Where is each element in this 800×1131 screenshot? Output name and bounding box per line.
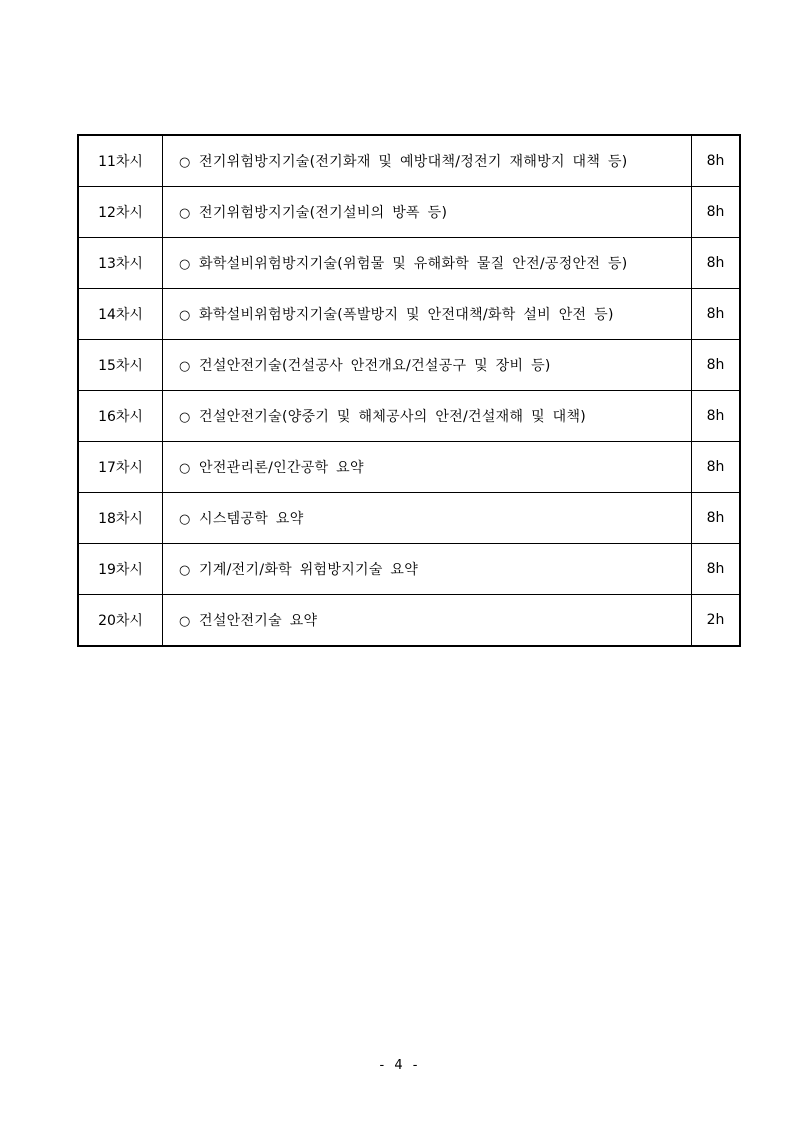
circle-bullet-icon: ○: [179, 461, 191, 476]
hours-cell: 8h: [692, 340, 741, 391]
session-cell: 19차시: [78, 544, 163, 595]
hours-cell: 8h: [692, 135, 741, 187]
table-row: [78, 442, 740, 493]
table-row: [78, 595, 740, 647]
hours-cell: 2h: [692, 595, 741, 647]
table-row: [78, 391, 740, 442]
table-row: [78, 493, 740, 544]
session-cell: 20차시: [78, 595, 163, 647]
topic-text: 전기위험방지기술(전기화재 및 예방대책/정전기 재해방지 대책 등): [199, 154, 628, 170]
session-cell: 15차시: [78, 340, 163, 391]
topic-text: 기계/전기/화학 위험방지기술 요약: [199, 562, 419, 578]
table-row: [78, 289, 740, 340]
hours-cell: 8h: [692, 391, 741, 442]
topic-text: 건설안전기술(건설공사 안전개요/건설공구 및 장비 등): [199, 358, 551, 374]
page-number: - 4 -: [379, 1058, 421, 1073]
table-row: [78, 544, 740, 595]
hours-cell: 8h: [692, 544, 741, 595]
circle-bullet-icon: ○: [179, 512, 191, 527]
hours-cell: 8h: [692, 238, 741, 289]
session-cell: 17차시: [78, 442, 163, 493]
table-row: [78, 340, 740, 391]
circle-bullet-icon: ○: [179, 206, 191, 221]
topic-cell: [163, 340, 692, 391]
topic-text: 전기위험방지기술(전기설비의 방폭 등): [199, 205, 448, 221]
topic-cell: [163, 135, 692, 187]
topic-cell: [163, 544, 692, 595]
session-cell: 18차시: [78, 493, 163, 544]
topic-text: 안전관리론/인간공학 요약: [199, 460, 364, 476]
session-cell: 13차시: [78, 238, 163, 289]
table-row: [78, 187, 740, 238]
topic-cell: [163, 493, 692, 544]
table-row: [78, 238, 740, 289]
topic-cell: [163, 238, 692, 289]
topic-text: 화학설비위험방지기술(폭발방지 및 안전대책/화학 설비 안전 등): [199, 307, 614, 323]
session-cell: 12차시: [78, 187, 163, 238]
circle-bullet-icon: ○: [179, 410, 191, 425]
circle-bullet-icon: ○: [179, 614, 191, 629]
hours-cell: 8h: [692, 442, 741, 493]
topic-text: 건설안전기술(양중기 및 해체공사의 안전/건설재해 및 대책): [199, 409, 587, 425]
hours-cell: 8h: [692, 187, 741, 238]
circle-bullet-icon: ○: [179, 257, 191, 272]
topic-text: 건설안전기술 요약: [199, 613, 318, 629]
session-cell: 16차시: [78, 391, 163, 442]
hours-cell: 8h: [692, 493, 741, 544]
table-row: [78, 135, 740, 187]
topic-text: 시스템공학 요약: [199, 511, 304, 527]
circle-bullet-icon: ○: [179, 359, 191, 374]
session-cell: 11차시: [78, 135, 163, 187]
topic-cell: [163, 289, 692, 340]
hours-cell: 8h: [692, 289, 741, 340]
circle-bullet-icon: ○: [179, 308, 191, 323]
topic-cell: [163, 442, 692, 493]
topic-cell: [163, 187, 692, 238]
session-cell: 14차시: [78, 289, 163, 340]
topic-cell: [163, 391, 692, 442]
curriculum-table: [77, 134, 741, 647]
topic-cell: [163, 595, 692, 647]
circle-bullet-icon: ○: [179, 155, 191, 170]
topic-text: 화학설비위험방지기술(위험물 및 유해화학 물질 안전/공정안전 등): [199, 256, 628, 272]
circle-bullet-icon: ○: [179, 563, 191, 578]
